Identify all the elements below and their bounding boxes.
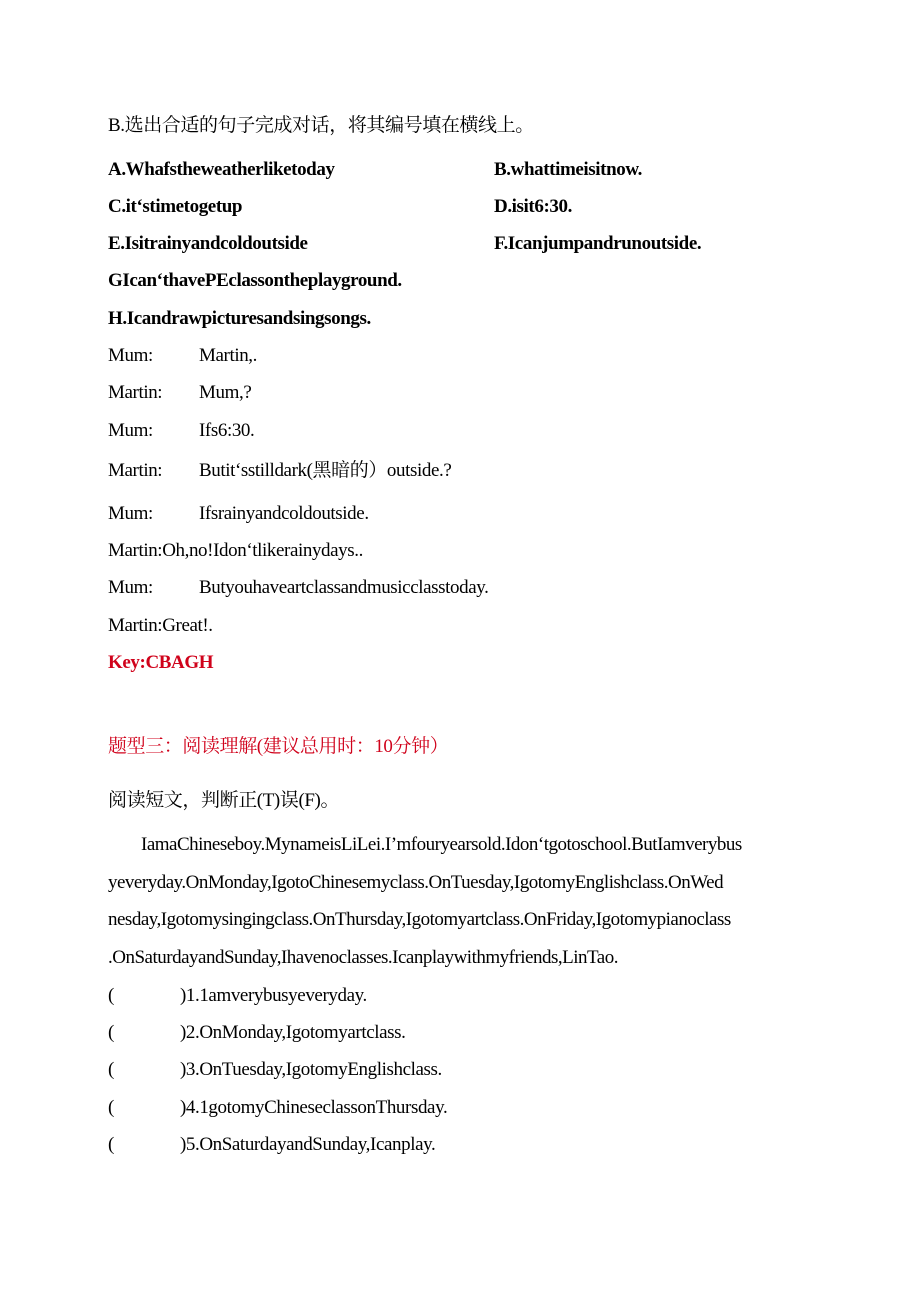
passage-line: .OnSaturdayandSunday,Ihavenoclasses.Icanplaywithmyfriends,LinTao. [108,947,618,968]
dialogue-speaker: Mum: [108,345,153,366]
dialogue-speaker: Martin: [108,382,163,403]
option-f: F.Icanjumpandrunoutside. [494,233,702,254]
answer-paren-open: ( [108,985,114,1006]
answer-paren-open: ( [108,1059,114,1080]
option-h: H.Icandrawpicturesandsingsongs. [108,308,371,329]
passage-line: nesday,Igotomysingingclass.OnThursday,Igotomyartclass.OnFriday,Igotomypianoclass [108,909,731,930]
option-b: B.whattimeisitnow. [494,159,642,180]
dialogue-text: Ifs6:30. [199,420,255,441]
dialogue-line [108,576,488,600]
question-item [108,1096,447,1120]
dialogue-line [108,502,369,526]
dialogue-line [108,419,254,443]
question-text: )2.OnMonday,Igotomyartclass. [179,1022,406,1043]
dialogue-text: Ifsrainyandcoldoutside. [199,503,369,524]
section-b-instruction: B.选出合适的句子完成对话，将其编号填在横线上。 [108,115,534,136]
dialogue-speaker: Mum: [108,503,153,524]
dialogue-speaker: Mum: [108,577,153,598]
question-item [108,984,367,1008]
dialogue-text: Butyouhaveartclassandmusicclasstoday. [199,577,489,598]
answer-paren-open: ( [108,1022,114,1043]
dialogue-speaker: Mum: [108,420,153,441]
question-item [108,1021,406,1045]
section-3-instruction: 阅读短文，判断正(T)误(F)。 [108,790,340,811]
dialogue-speaker: Martin: [108,460,163,481]
question-text: )1.1amverybusyeveryday. [179,985,367,1006]
option-a: A.Whafstheweatherliketoday [108,159,335,180]
question-text: )3.OnTuesday,IgotomyEnglishclass. [179,1059,442,1080]
dialogue-line [108,614,213,638]
section-3-heading: 题型三：阅读理解(建议总用时：10分钟） [108,736,449,757]
dialogue-text: Butit‘sstilldark(黑暗的）outside.? [199,460,452,481]
dialogue-line [108,344,257,368]
option-d: D.isit6:30. [494,196,572,217]
passage-line: IamaChineseboy.MynameisLiLei.I’mfouryearsold.Idon‘tgotoschool.ButIamverybus [141,834,742,855]
option-g: GIcan‘thavePEclassontheplayground. [108,270,402,291]
answer-paren-open: ( [108,1134,114,1155]
option-e: E.Isitrainyandcoldoutside [108,233,308,254]
dialogue-line [108,381,251,405]
question-item [108,1058,442,1082]
dialogue-line [108,539,363,563]
dialogue-text: Mum,? [199,382,252,403]
question-item [108,1133,435,1157]
option-c: C.it‘stimetogetup [108,196,243,217]
answer-key: Key:CBAGH [108,652,214,673]
passage-line: yeveryday.OnMonday,IgotoChinesemyclass.OnTuesday,IgotomyEnglishclass.OnWed [108,872,724,893]
answer-paren-open: ( [108,1097,114,1118]
dialogue-line [108,459,451,483]
dialogue-text: Martin:Great!. [108,615,213,636]
dialogue-text: Martin,. [199,345,258,366]
dialogue-text: Martin:Oh,no!Idon‘tlikerainydays.. [108,540,363,561]
question-text: )5.OnSaturdayandSunday,Icanplay. [179,1134,436,1155]
question-text: )4.1gotomyChineseclassonThursday. [179,1097,448,1118]
